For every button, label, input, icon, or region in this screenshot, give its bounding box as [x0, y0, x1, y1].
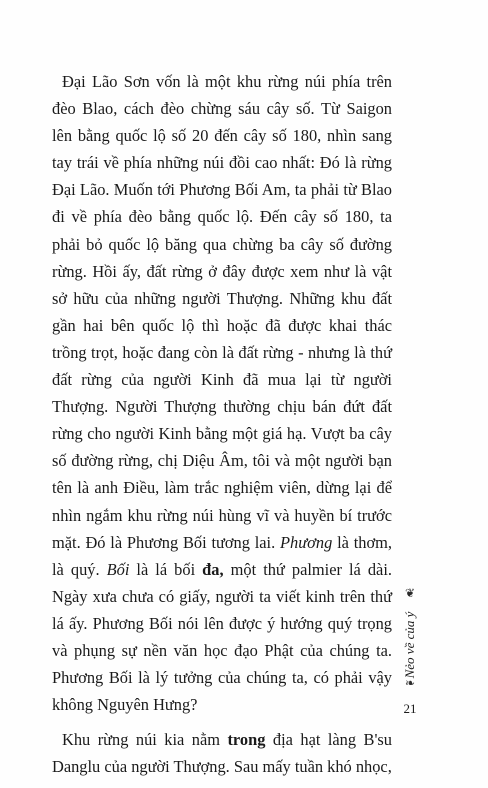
- paragraph: [52, 726, 392, 780]
- text-segment: là lá bối: [129, 559, 203, 579]
- text-segment: Phương: [280, 532, 333, 552]
- text-segment: Đại Lão Sơn vốn là một khu rừng núi phía trên đèo Blao, cách đèo chừng sáu cây số. Từ Saigon lên bằng quốc lộ số 20 đến cây số 180, nhìn sang tay trái về phía những núi đồi cao nhất: Đó là rừng Đại Lão. Muốn tới Phương Bối Am, ta phải từ Blao đi về phía đèo bằng quốc lộ. Đến cây số 180, ta phải bỏ quốc lộ băng qua chừng ba cây số đường rừng. Hồi ấy, đất rừng ở đây được xem như là vật sở hữu của những người Thượng. Những khu đất gần hai bên quốc lộ thì hoặc đã được khai thác trồng trọt, hoặc đang còn là đất rừng - nhưng là thứ đất rừng của người Kinh đã mua lại từ người Thượng. Người Thượng thường chịu bán đứt đất rừng cho người Kinh bằng một giá hạ. Vượt ba cây số đường rừng, chị Diệu Âm, tôi và một người bạn tên là anh Điều, làm trắc nghiệm viên, dừng lại để nhìn ngắm khu rừng núi hùng vĩ và huyền bí trước mặt. Đó là Phương Bối tương lai.: [52, 72, 392, 552]
- paragraph: [52, 68, 392, 718]
- text-segment: Khu rừng núi kia nằm: [62, 730, 228, 750]
- running-title: [398, 610, 422, 680]
- fleuron-ornament-icon: ❧: [404, 676, 416, 690]
- running-title-text: Nẻo về của ý: [402, 611, 417, 679]
- text-segment: Bối: [106, 559, 130, 579]
- body-text: [52, 68, 392, 780]
- fleuron-ornament-icon: ❦: [404, 586, 416, 600]
- text-segment: là thơm, là quý.: [52, 532, 392, 579]
- text-segment: trong: [227, 730, 266, 750]
- text-segment: địa hạt làng B'su Danglu của người Thượng. Sau mấy tuần khó nhọc,: [52, 730, 392, 777]
- text-segment: một thứ palmier lá dài. Ngày xưa chưa có giấy, người ta viết kinh trên thứ lá ấy. Phương Bối nói lên được ý hướng quý trọng và phụng sự nền văn học đạo Phật của chúng ta. Phương Bối là lý tưởng của chúng ta, có phải vậy không Nguyên Hưng?: [52, 559, 392, 715]
- page-number: 21: [403, 701, 417, 716]
- text-segment: đa,: [202, 559, 224, 579]
